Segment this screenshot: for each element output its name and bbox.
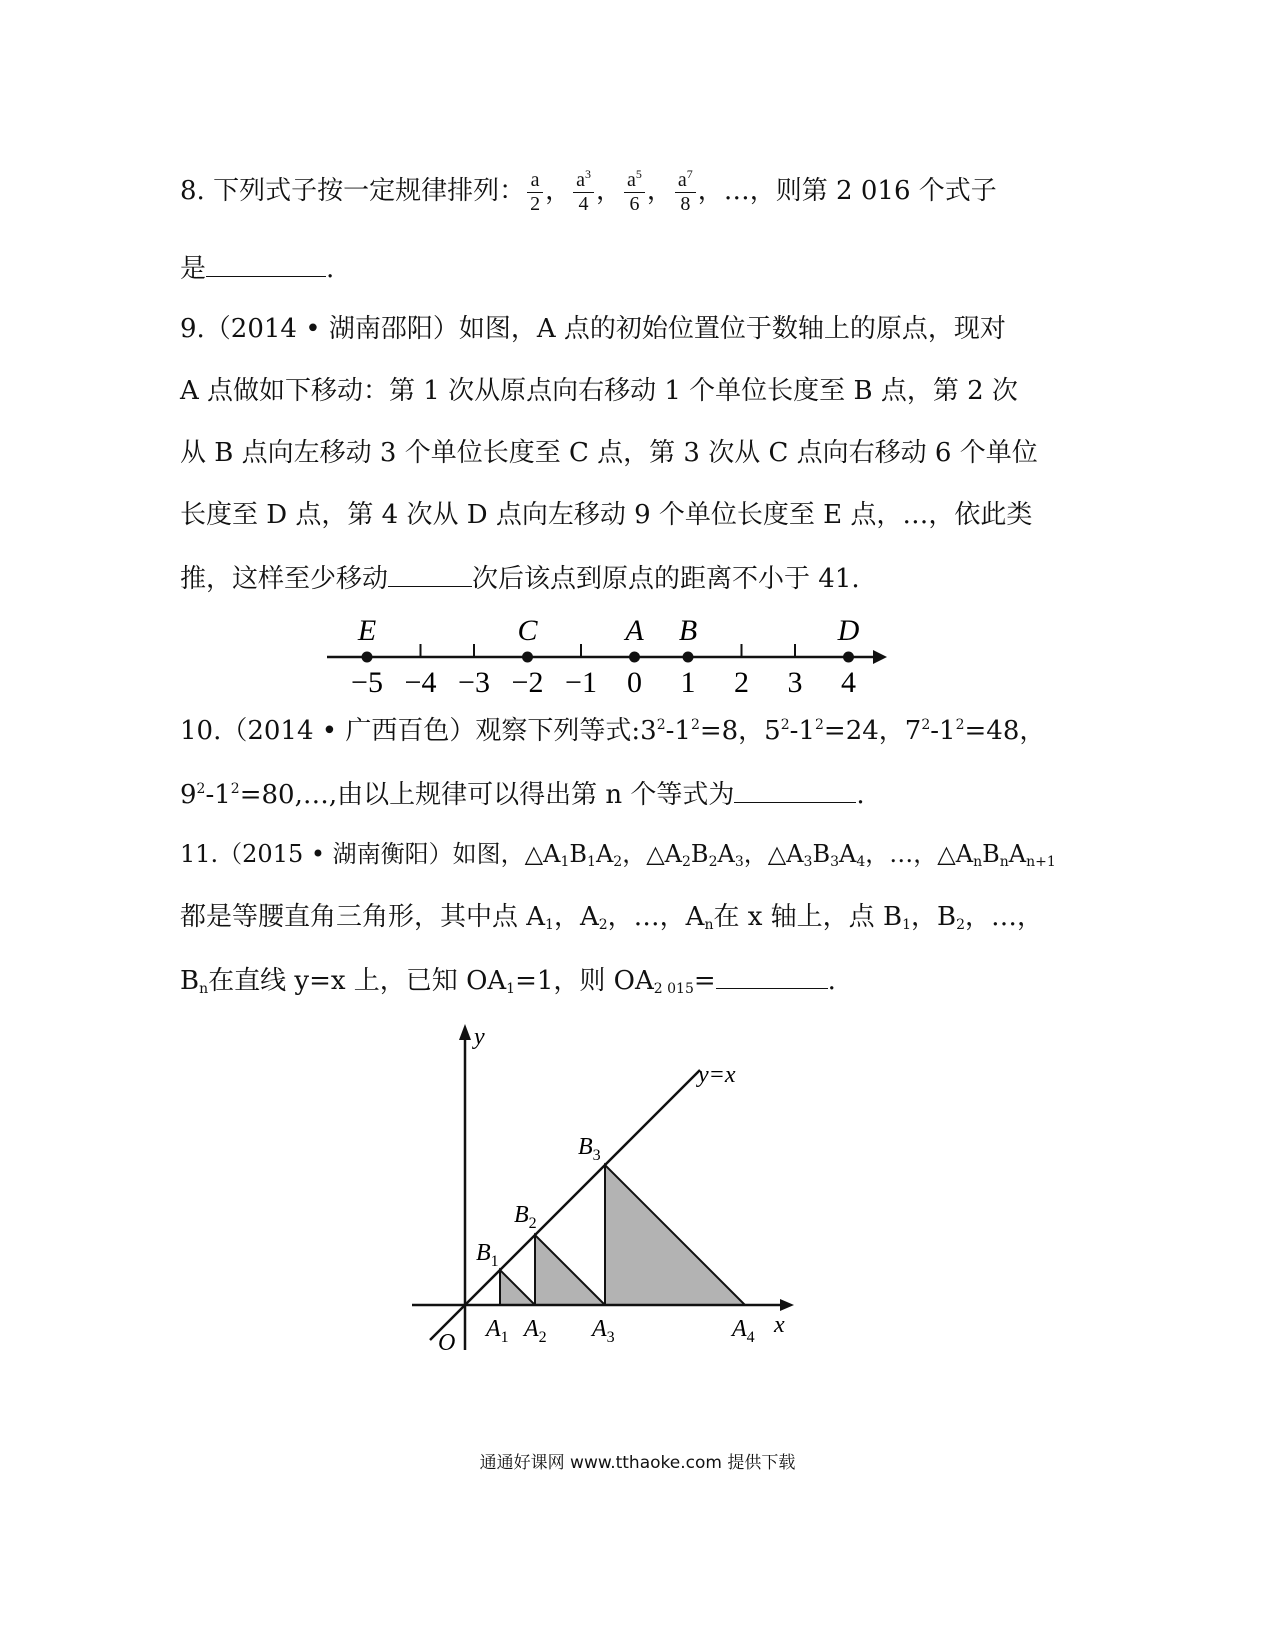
point-label-b: B — [678, 614, 698, 647]
q8-line2: 是 . — [180, 254, 335, 284]
q11-answer-blank[interactable] — [716, 966, 828, 989]
point-d — [843, 652, 854, 663]
q8-fraction-1: $\frac{a}{2}$ — [527, 169, 543, 216]
label-b2: $B_2$ — [514, 1202, 537, 1232]
number-line-tick-label: 3 — [787, 666, 803, 697]
point-c — [522, 652, 533, 663]
y-axis-label: y — [474, 1024, 485, 1050]
triangle-graph-figure — [410, 1020, 800, 1365]
triangle-2 — [535, 1235, 605, 1305]
line-label: y=x — [698, 1062, 736, 1088]
q10-answer-blank[interactable] — [734, 780, 856, 803]
label-b3: $B_3$ — [578, 1134, 601, 1164]
q9-line3: 从 B 点向左移动 3 个单位长度至 C 点，第 3 次从 C 点向右移动 6 个单位 — [180, 438, 1038, 468]
number-line-figure — [325, 612, 895, 697]
x-axis-arrow-icon — [780, 1299, 794, 1311]
q8-fraction-4: $\frac{a^7}{8}$ — [675, 168, 696, 216]
x-axis-label: x — [774, 1312, 785, 1338]
q8-suffix: ，…，则第 2 016 个式子 — [697, 176, 997, 206]
q9-line2: A 点做如下移动：第 1 次从原点向右移动 1 个单位长度至 B 点，第 2 次 — [180, 376, 1018, 406]
origin-label: O — [438, 1330, 456, 1356]
point-e — [362, 652, 373, 663]
point-label-d: D — [837, 614, 860, 647]
q8-line1: 8. 下列式子按一定规律排列： $\frac{a}{2}$ ， $\frac{a^3}{4}$ ， $\frac{a^5}{6}$ ， $\frac{a^7}{8}$ ，…，则第 2 016 个式子 — [180, 167, 997, 215]
number-line-tick-label: −3 — [458, 666, 490, 697]
q11-line3: $B_n$在直线 y=x 上，已知 $OA_1=1$，则 $OA_{2 015}=$ . — [180, 966, 836, 997]
y-axis-arrow-icon — [459, 1024, 471, 1040]
q10-line1: 10.（2014 • 广西百色）观察下列等式$:3^2-1^2=8$，$5^2-1^2=24$，$7^2-1^2=48$， — [180, 716, 1046, 746]
number-line-tick-label: 0 — [627, 666, 642, 697]
number-line-tick-label: −2 — [511, 666, 544, 697]
triangle-3 — [605, 1165, 745, 1305]
q8-fraction-2: $\frac{a^3}{4}$ — [573, 168, 594, 216]
triangle-1 — [500, 1270, 535, 1305]
q8-prefix: 8. 下列式子按一定规律排列： — [180, 176, 526, 206]
point-b — [683, 652, 694, 663]
number-line-tick-label: −4 — [404, 666, 437, 697]
point-a — [629, 652, 640, 663]
number-line-tick-label: 4 — [841, 666, 856, 697]
arrow-right-icon — [873, 650, 887, 664]
q10-line2: $9^2-1^2=80,\dots$,由以上规律可以得出第 n 个等式为 . — [180, 780, 865, 810]
q9-line1: 9.（2014 • 湖南邵阳）如图，A 点的初始位置位于数轴上的原点，现对 — [180, 314, 1006, 344]
q11-line2: 都是等腰直角三角形，其中点 $A_1$，$A_2$，…，$A_n$在 x 轴上，点 $B_1$，$B_2$，…， — [180, 902, 1044, 933]
point-label-e: E — [357, 614, 377, 647]
number-line-tick-label: −1 — [565, 666, 597, 697]
number-line-tick-label: 1 — [680, 666, 696, 697]
q9-line4: 长度至 D 点，第 4 次从 D 点向左移动 9 个单位长度至 E 点，…，依此类 — [180, 500, 1033, 530]
number-line-tick-label: 2 — [734, 666, 749, 697]
label-b1: $B_1$ — [476, 1240, 499, 1270]
q9-line5: 推，这样至少移动 次后该点到原点的距离不小于 41. — [180, 564, 860, 594]
q9-answer-blank[interactable] — [388, 564, 472, 587]
q11-line1: 11.（2015 • 湖南衡阳）如图，$\triangle A_1B_1A_2$，$\triangle A_2B_2A_3$，$\triangle A_3B_3A_4$，…，$\triangle A_nB_nA_{n+1}$ — [180, 840, 1056, 870]
point-label-c: C — [517, 614, 538, 647]
number-line-tick-label: −5 — [351, 666, 383, 697]
point-label-a: A — [625, 614, 644, 647]
label-a2: $A_2$ — [524, 1316, 547, 1346]
footer-credit: 通通好课网 www.tthaoke.com 提供下载 — [479, 1453, 796, 1473]
q8-fraction-3: $\frac{a^5}{6}$ — [624, 168, 645, 216]
label-a4: $A_4$ — [732, 1316, 755, 1346]
label-a3: $A_3$ — [592, 1316, 615, 1346]
label-a1: $A_1$ — [486, 1316, 509, 1346]
q8-answer-blank[interactable] — [206, 254, 326, 277]
